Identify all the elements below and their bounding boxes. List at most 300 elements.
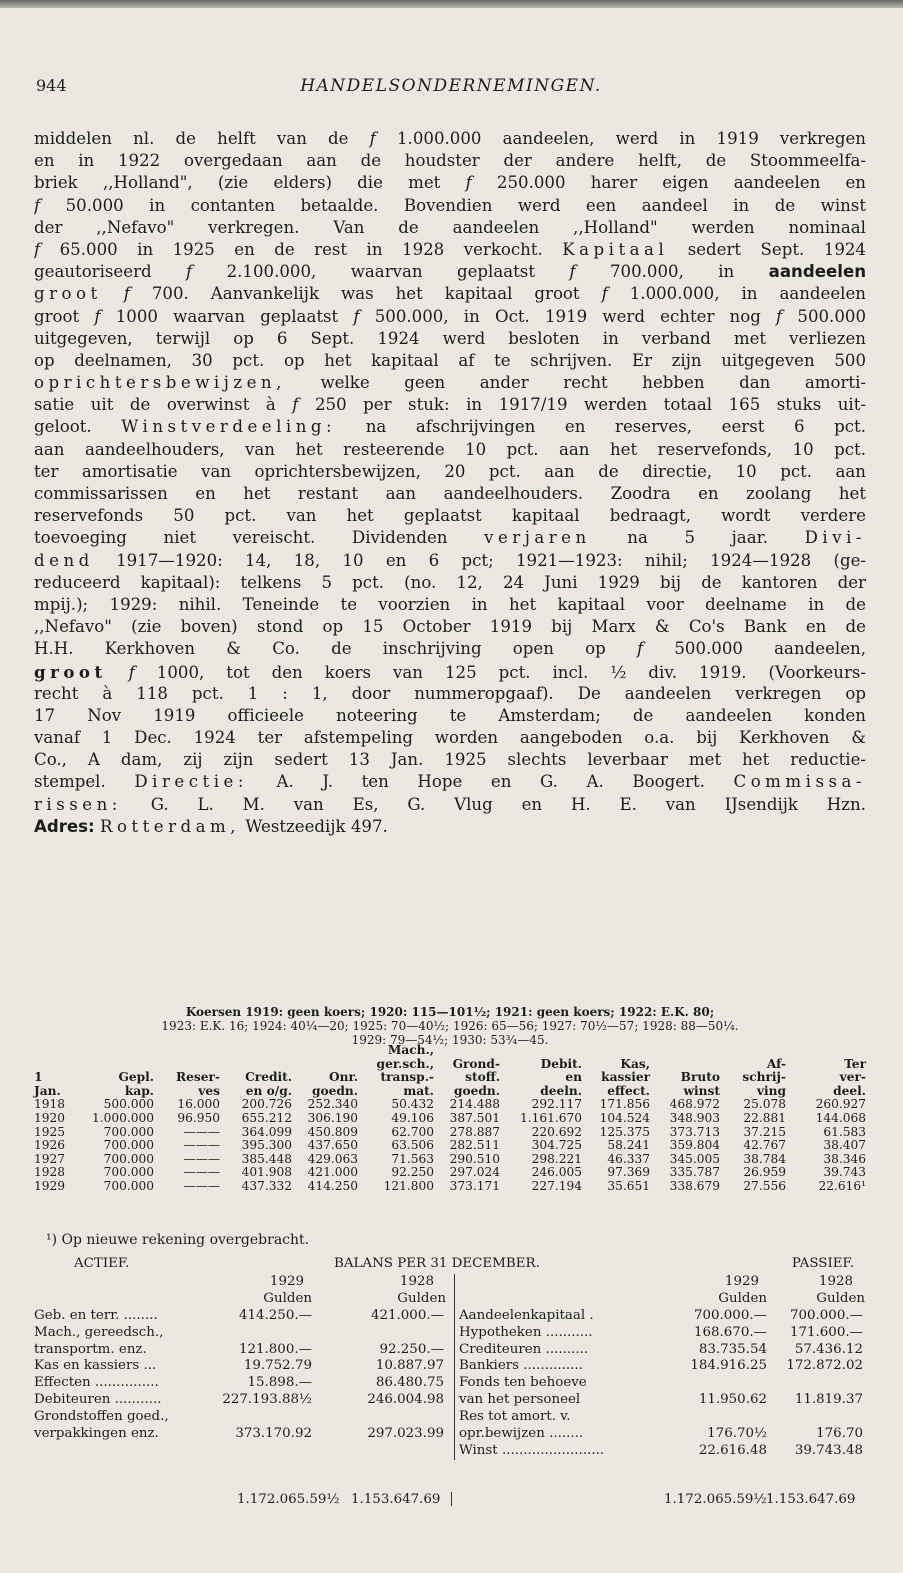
spaced-term: groot [34, 284, 102, 304]
balance-item-label: Geb. en terr. ........ [34, 1307, 158, 1323]
table-header-row [34, 1044, 866, 1058]
table-cell: 385.448 [241, 1151, 292, 1166]
text-run: 65.000 in 1925 en de rest in 1928 verkocht. [40, 239, 563, 259]
column-header [154, 1058, 220, 1072]
passief-side [454, 1274, 867, 1460]
table-cell: 104.524 [599, 1110, 650, 1125]
table-cell: 39.743 [823, 1165, 866, 1180]
column-header: deeln. [540, 1083, 582, 1098]
table-cell: 500.000 [103, 1097, 154, 1112]
balance-value: 700.000.— [693, 1307, 767, 1323]
text-run: der ,,Nefavo" verkregen. Van de aandeelen ,,Holland" werden nominaal [34, 217, 866, 237]
text-run: f [292, 395, 299, 415]
column-header: Af- [766, 1056, 786, 1071]
text-line [34, 727, 866, 749]
text-line [34, 527, 866, 549]
text-line [34, 483, 866, 505]
table-cell: 364.099 [241, 1124, 292, 1139]
text-run: 2.100.000, waarvan geplaatst [192, 262, 570, 282]
table-cell: 421.000 [307, 1165, 358, 1180]
table-row [34, 1153, 866, 1167]
table-cell: 348.903 [669, 1110, 720, 1125]
column-header: winst [683, 1083, 720, 1098]
balance-value: 172.872.02 [786, 1358, 863, 1374]
table-cell: 468.972 [669, 1097, 720, 1112]
text-run: 500.000 aandeelen, [643, 639, 866, 659]
spaced-term: Rotterdam, [99, 816, 241, 836]
table-cell: 37.215 [743, 1124, 786, 1139]
table-cell: ——— [183, 1151, 220, 1166]
balance-value: 92.250.— [379, 1341, 444, 1357]
actief-row [34, 1392, 454, 1409]
text-run [102, 284, 124, 303]
table-cell: 414.250 [307, 1178, 358, 1193]
text-line [34, 638, 866, 660]
text-run: 250.000 harer eigen aandeelen en [471, 173, 866, 193]
table-cell: 373.171 [449, 1178, 500, 1193]
balance-value: 227.193.88½ [222, 1392, 312, 1408]
page-number: 944 [36, 76, 67, 95]
balance-item-label: verpakkingen enz. [34, 1426, 159, 1442]
column-header [292, 1058, 358, 1072]
table-cell: 292.117 [531, 1097, 582, 1112]
table-cell: 700.000 [103, 1124, 154, 1139]
table-cell: 144.068 [815, 1110, 866, 1125]
balance-value: 19.752.79 [243, 1358, 312, 1374]
table-cell: 387.501 [449, 1110, 500, 1125]
actief-label: ACTIEF. [74, 1256, 130, 1271]
table-cell: ——— [183, 1178, 220, 1193]
column-header [720, 1044, 786, 1058]
table-row [34, 1126, 866, 1140]
column-header [650, 1058, 720, 1072]
table-cell: 655.212 [241, 1110, 292, 1125]
text-run: 1.000.000 aandeelen, werd in 1919 verkregen [375, 129, 866, 148]
actief-year-1929: 1929 [269, 1274, 304, 1289]
table-cell: 61.583 [823, 1124, 866, 1139]
column-header [74, 1058, 154, 1072]
spaced-term: Commissa- [733, 772, 866, 792]
table-cell: 171.856 [599, 1097, 650, 1112]
column-header: Jan. [34, 1083, 61, 1098]
table-cell: 27.556 [743, 1178, 786, 1193]
text-run: 250 per stuk: in 1917/19 werden totaal 165 stuks uit- [298, 395, 866, 415]
table-cell: 58.241 [607, 1138, 650, 1153]
table-cell: 121.800 [383, 1178, 434, 1193]
column-header: schrij- [742, 1070, 786, 1085]
text-run: 700. Aanvankelijk was het kapitaal groot [129, 284, 602, 304]
column-header [74, 1044, 154, 1058]
text-run: middelen nl. de helft van de [34, 129, 370, 148]
balance-item-label: Winst ........................ [459, 1442, 605, 1458]
table-cell: 22.616¹ [818, 1178, 866, 1193]
table-cell: 200.726 [241, 1097, 292, 1112]
table-cell: 260.927 [815, 1097, 866, 1112]
footnote: ¹) Op nieuwe rekening overgebracht. [46, 1232, 310, 1248]
column-header: kap. [124, 1083, 154, 1098]
total-passief-1929: 1.172.065.59½ [664, 1492, 767, 1507]
table-cell: ——— [183, 1124, 220, 1139]
balance-value: 297.023.99 [367, 1426, 444, 1442]
text-line [34, 195, 866, 217]
column-header: mat. [403, 1083, 434, 1098]
text-run: G. L. M. van Es, G. Vlug en H. E. van IJsendijk Hzn. [121, 794, 866, 814]
balance-item-label: Bankiers .............. [459, 1358, 583, 1374]
actief-currency-1: Gulden [263, 1290, 312, 1306]
table-cell: 38.346 [823, 1151, 866, 1166]
column-header: en [565, 1070, 582, 1085]
table-cell: 97.369 [607, 1165, 650, 1180]
text-line [34, 128, 866, 150]
balance-value: 414.250.— [238, 1307, 312, 1323]
spaced-term: groot [34, 661, 107, 682]
table-header-row [34, 1058, 866, 1072]
table-cell: 282.511 [449, 1138, 500, 1153]
koersen-line-3: 1929: 79—54½; 1930: 53¾—45. [351, 1033, 549, 1047]
table-header-row [34, 1071, 866, 1085]
text-run: vanaf 1 Dec. 1924 ter afstempeling worden aangeboden o.a. bij Kerkhoven & [34, 728, 866, 748]
text-run: 1.000.000, in aandeelen [607, 284, 866, 304]
text-run: f [465, 173, 472, 193]
balance-value: 10.887.97 [375, 1358, 444, 1374]
passief-year-1928: 1928 [818, 1274, 853, 1289]
text-line [34, 261, 866, 283]
column-header [786, 1044, 866, 1058]
column-header: Gepl. [118, 1070, 154, 1085]
balance-value: 176.70 [816, 1426, 863, 1442]
column-header: deel. [833, 1083, 866, 1098]
passief-row [455, 1325, 867, 1342]
body-text [34, 128, 866, 838]
passief-row [455, 1308, 867, 1325]
table-cell: 214.488 [449, 1097, 500, 1112]
table-cell: 46.337 [607, 1151, 650, 1166]
text-line [34, 372, 866, 394]
table-header-row [34, 1085, 866, 1099]
row-year: 1925 [34, 1124, 66, 1139]
balance-value: 373.170.92 [235, 1426, 312, 1442]
text-run: f [569, 262, 576, 282]
table-cell: 63.506 [391, 1138, 434, 1153]
balance-sheet [34, 1256, 866, 1458]
text-run: reservefonds 50 pct. van het geplaatst kapitaal bedraagt, wordt verdere [34, 506, 866, 526]
text-run: f [128, 662, 135, 682]
text-run: Co., A dam, zij zijn sedert 13 Jan. 1925 slechts leverbaar met het reductie- [34, 750, 866, 770]
row-year: 1929 [34, 1178, 66, 1193]
text-run: f [353, 306, 360, 326]
koersen-line-2: 1923: E.K. 16; 1924: 40¼—20; 1925: 70—40½; 1926: 65—56; 1927: 70½—57; 1928: 88—50¼. [161, 1019, 739, 1033]
text-run: op deelnamen, 30 pct. op het kapitaal af te schrijven. Er zijn uitgegeven 500 [34, 350, 866, 370]
text-run: uitgegeven, terwijl op 6 Sept. 1924 werd besloten in verband met verliezen [34, 328, 866, 348]
spaced-term: oprichtersbewijzen, [34, 373, 286, 393]
text-line [34, 217, 866, 239]
total-divider [451, 1492, 452, 1506]
column-header: goedn. [311, 1083, 358, 1098]
column-header: kassier [601, 1070, 650, 1085]
table-cell: 298.221 [531, 1151, 582, 1166]
balance-value: 86.480.75 [375, 1375, 444, 1391]
text-run: en in 1922 overgedaan aan de houdster der andere helft, de Stoommeelfa- [34, 151, 866, 171]
column-header: 1 [34, 1070, 43, 1085]
passief-currency-1: Gulden [718, 1290, 767, 1306]
running-title: HANDELSONDERNEMINGEN. [300, 76, 602, 96]
table-cell: 278.887 [449, 1124, 500, 1139]
text-run: sedert Sept. 1924 [668, 239, 866, 259]
balance-value: 168.670.— [693, 1324, 767, 1340]
passief-row [455, 1443, 867, 1460]
table-cell: 92.250 [391, 1165, 434, 1180]
actief-currency-2: Gulden [397, 1290, 446, 1306]
balance-header [34, 1256, 866, 1274]
balance-value: 246.004.98 [367, 1392, 444, 1408]
table-cell: 359.804 [669, 1138, 720, 1153]
column-header: ver- [839, 1070, 866, 1085]
balance-item-label: Aandeelenkapitaal . [459, 1307, 594, 1323]
balance-value: 700.000.— [789, 1307, 863, 1323]
table-cell: 297.024 [449, 1165, 500, 1180]
balance-title: BALANS PER 31 DECEMBER. [334, 1256, 540, 1271]
total-actief-1928: 1.153.647.69 [351, 1492, 441, 1507]
text-run: f [34, 239, 41, 259]
text-line [34, 683, 866, 705]
text-run: f [186, 262, 193, 282]
column-header: Credit. [245, 1070, 292, 1085]
column-header [220, 1044, 292, 1058]
text-run: na 5 jaar. [590, 528, 805, 548]
table-cell: 246.005 [531, 1165, 582, 1180]
column-header: ves [198, 1083, 220, 1098]
text-run: aan aandeelhouders, van het resteerende 10 pct. aan het reservefonds, 10 pct. [34, 439, 866, 459]
balance-item-label: van het personeel [459, 1392, 581, 1408]
column-header [34, 1044, 74, 1058]
text-line [34, 661, 866, 683]
column-header [500, 1044, 582, 1058]
column-header [292, 1044, 358, 1058]
actief-row [34, 1308, 454, 1325]
text-run: satie uit de overwinst à [34, 395, 293, 415]
column-header [220, 1058, 292, 1072]
row-year: 1926 [34, 1138, 66, 1153]
actief-row [34, 1426, 454, 1443]
balance-value: 39.743.48 [794, 1442, 863, 1458]
column-header [34, 1058, 74, 1072]
column-header: Kas, [620, 1056, 650, 1071]
balance-item-label: Grondstoffen goed., [34, 1409, 169, 1425]
text-run: ter amortisatie van oprichtersbewijzen, 20 pct. aan de directie, 10 pct. aan [34, 461, 866, 481]
koersen-block [34, 1005, 866, 1047]
spaced-term: Divi- [804, 528, 866, 548]
table-cell: 395.300 [241, 1138, 292, 1153]
table-cell: 1.161.670 [519, 1110, 582, 1125]
text-run: mpij.); 1929: nihil. Teneinde te voorzien in het kapitaal voor deelname in de [34, 594, 866, 614]
balance-value: 57.436.12 [794, 1341, 863, 1357]
text-run: 1000, tot den koers van 125 pct. incl. ½ div. 1919. (Voorkeurs- [134, 662, 866, 682]
column-header: goedn. [453, 1083, 500, 1098]
passief-row [455, 1358, 867, 1375]
balance-value: 15.898.— [247, 1375, 312, 1391]
table-cell: 437.650 [307, 1138, 358, 1153]
text-run: 500.000 [782, 306, 866, 326]
table-cell: 96.950 [177, 1110, 220, 1125]
passief-row [455, 1409, 867, 1426]
column-header [582, 1044, 650, 1058]
passief-row [455, 1342, 867, 1359]
text-run: geautoriseerd [34, 262, 187, 282]
text-run: 1917—1920: 14, 18, 10 en 6 pct; 1921—1923: nihil; 1924—1928 (ge- [93, 550, 866, 570]
actief-year-1928: 1928 [399, 1274, 434, 1289]
text-run: f [34, 195, 41, 215]
balance-item-label: Fonds ten behoeve [459, 1375, 587, 1391]
text-run: 500.000, in Oct. 1919 werd echter nog [359, 306, 777, 326]
row-year: 1927 [34, 1151, 66, 1166]
column-header: Grond- [452, 1056, 500, 1071]
balance-item-label: Kas en kassiers ... [34, 1358, 157, 1374]
text-run: 1000 waarvan geplaatst [100, 306, 354, 326]
top-edge [0, 0, 903, 8]
text-line [34, 283, 866, 305]
table-cell: 38.784 [743, 1151, 786, 1166]
column-header: effect. [607, 1083, 650, 1098]
table-cell: 450.809 [307, 1124, 358, 1139]
passief-row [455, 1392, 867, 1409]
column-header: ving [756, 1083, 786, 1098]
balance-item-label: Effecten ............... [34, 1375, 159, 1391]
table-cell: 429.063 [307, 1151, 358, 1166]
spaced-term: Kapitaal [562, 239, 669, 259]
table-row [34, 1139, 866, 1153]
text-line [34, 328, 866, 350]
table-cell: 227.194 [531, 1178, 582, 1193]
text-run: briek ,,Holland", (zie elders) die met [34, 173, 466, 193]
column-header: en o/g. [245, 1083, 292, 1098]
balance-value: 22.616.48 [698, 1442, 767, 1458]
financial-history-table [34, 1044, 866, 1194]
text-run: 700.000, in [575, 262, 769, 282]
balance-value: 184.916.25 [690, 1358, 767, 1374]
text-run: geloot. [34, 417, 122, 437]
text-run: ,,Nefavo" (zie boven) stond op 15 October 1919 bij Marx & Co's Bank en de [34, 617, 866, 637]
balance-item-label: Res tot amort. v. [459, 1409, 571, 1425]
spaced-term: dend [34, 550, 94, 570]
text-run: welke geen ander recht hebben dan amorti- [285, 373, 866, 393]
bold-heading: Adres: [34, 816, 95, 836]
text-run: f [601, 284, 608, 304]
text-run: 17 Nov 1919 officieele noteering te Amsterdam; de aandeelen konden [34, 705, 866, 725]
column-header [434, 1044, 500, 1058]
table-cell: ——— [183, 1165, 220, 1180]
actief-row [34, 1409, 454, 1426]
table-cell: 49.106 [391, 1110, 434, 1125]
table-cell: 304.725 [531, 1138, 582, 1153]
row-year: 1920 [34, 1110, 66, 1125]
column-header: Bruto [680, 1070, 720, 1085]
bold-heading: aandeelen [768, 262, 866, 282]
row-year: 1918 [34, 1097, 66, 1112]
table-cell: 25.078 [743, 1097, 786, 1112]
spaced-term: rissen: [34, 794, 122, 814]
total-passief-1928: 1.153.647.69 [766, 1492, 856, 1507]
table-cell: 306.190 [307, 1110, 358, 1125]
text-line [34, 771, 866, 793]
text-line [34, 394, 866, 416]
table-cell: 700.000 [103, 1138, 154, 1153]
column-header: Debit. [540, 1056, 582, 1071]
table-cell: 220.692 [531, 1124, 582, 1139]
text-line [34, 505, 866, 527]
table-cell: 71.563 [391, 1151, 434, 1166]
column-header [154, 1044, 220, 1058]
text-run: f [636, 639, 644, 659]
text-run: f [123, 284, 130, 304]
koersen-line-1: Koersen 1919: geen koers; 1920: 115—101½; 1921: geen koers; 1922: E.K. 80; [185, 1005, 715, 1019]
text-line [34, 439, 866, 461]
balance-value: 176.70½ [707, 1426, 767, 1442]
table-cell: 42.767 [743, 1138, 786, 1153]
balance-value: 11.950.62 [698, 1392, 767, 1408]
table-cell: 35.651 [607, 1178, 650, 1193]
table-cell: 338.679 [669, 1178, 720, 1193]
text-run: commissarissen en het restant aan aandeelhouders. Zoodra en zoolang het [34, 484, 866, 503]
table-cell: 700.000 [103, 1165, 154, 1180]
text-line [34, 572, 866, 594]
column-header [650, 1044, 720, 1058]
balance-item-label: Crediteuren .......... [459, 1341, 589, 1357]
table-row [34, 1166, 866, 1180]
column-header: ger.sch., [376, 1056, 434, 1071]
text-run: A. J. ten Hope en G. A. Boogert. [247, 772, 734, 792]
table-cell: 401.908 [241, 1165, 292, 1180]
text-run: H.H. Kerkhoven & Co. de inschrijving open op [34, 639, 637, 659]
text-run: na afschrijvingen en reserves, eerst 6 pct. [336, 417, 866, 437]
text-run: Westzeedijk 497. [240, 816, 388, 836]
balance-value: 11.819.37 [794, 1392, 863, 1408]
table-cell: 16.000 [177, 1097, 220, 1112]
text-run: toevoeging niet vereischt. Dividenden [34, 528, 485, 548]
text-line [34, 350, 866, 372]
text-line [34, 239, 866, 261]
passief-year-1929: 1929 [724, 1274, 759, 1289]
table-cell: 26.959 [743, 1165, 786, 1180]
text-line [34, 416, 866, 438]
balance-item-label: Hypotheken ........... [459, 1324, 593, 1340]
passief-row [455, 1375, 867, 1392]
text-run: f [776, 306, 783, 326]
text-line [34, 794, 866, 816]
column-header: Reser- [176, 1070, 220, 1085]
text-run: 50.000 in contanten betaalde. Bovendien werd een aandeel in de winst [40, 195, 866, 215]
table-cell: 437.332 [241, 1178, 292, 1193]
text-run: recht à 118 pct. 1 : 1, door nummeropgaaf). De aandeelen verkregen op [34, 683, 866, 703]
balance-item-label: Debiteuren ........... [34, 1392, 162, 1408]
balance-value: 121.800.— [238, 1341, 312, 1357]
balance-item-label: transportm. enz. [34, 1341, 147, 1357]
text-line [34, 461, 866, 483]
table-cell: 700.000 [103, 1151, 154, 1166]
row-year: 1928 [34, 1165, 66, 1180]
balance-value: 83.735.54 [698, 1341, 767, 1357]
text-run: f [369, 129, 376, 148]
table-row [34, 1112, 866, 1126]
text-line [34, 306, 866, 328]
table-cell: 252.340 [307, 1097, 358, 1112]
text-line [34, 594, 866, 616]
text-run [107, 663, 129, 682]
page-header [36, 76, 866, 100]
table-cell: 335.787 [669, 1165, 720, 1180]
balance-value: 171.600.— [789, 1324, 863, 1340]
text-run: reduceerd kapitaal): telkens 5 pct. (no. 12, 24 Juni 1929 bij de kantoren der [34, 572, 866, 592]
actief-row [34, 1358, 454, 1375]
